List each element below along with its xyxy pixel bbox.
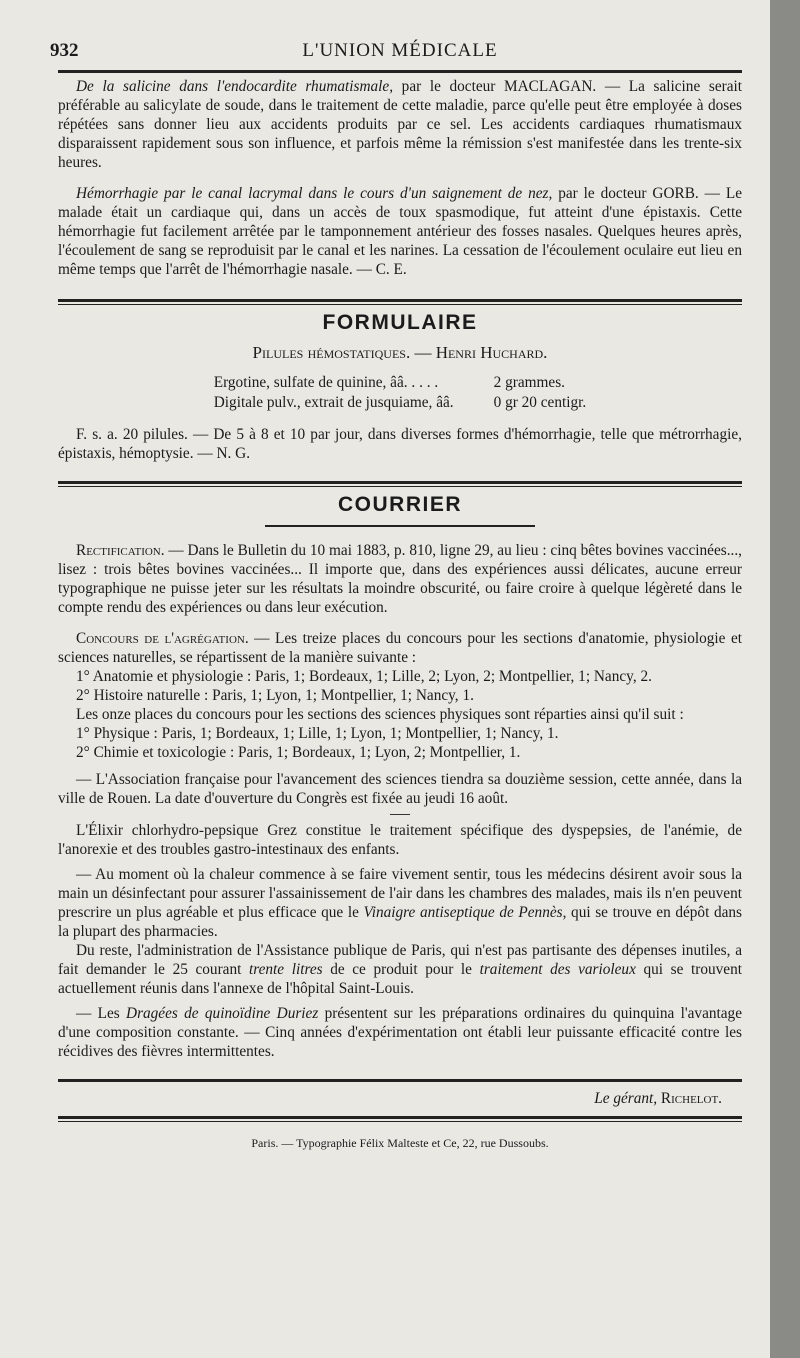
association-paragraph: — L'Association française pour l'avancement des sciences tiendra sa douzième session, cette année, dans la ville de Rouen. La date d'ouverture du Congrès est fixée au jeudi 16 août.	[58, 771, 742, 807]
courrier-rectification	[58, 541, 742, 617]
assistance-paragraph	[58, 941, 742, 998]
concours-line: 2° Chimie et toxicologie : Paris, 1; Bordeaux, 1; Lyon, 2; Montpellier, 1.	[76, 744, 521, 761]
assistance-text-mid: de ce produit pour le	[322, 961, 480, 978]
paragraph-separator	[390, 814, 410, 815]
dragees-text-end: présentent sur les préparations ordinaires du quinquina l'avantage d'une composition constante. — Cinq années d'expérimentation ont établi leur puissante efficacité contre les récidives des fièvres intermittentes.	[58, 1005, 742, 1060]
header-rule	[58, 70, 742, 73]
article-salicine-text: par le docteur MACLAGAN. — La salicine serait préférable au salicylate de soude, dans le traitement de cette maladie, parce qu'elle peut être employée à doses répétées sans donner lieu aux accidents produits par ce sel. Les accidents cardiaques rhumatismaux disparaissent rapidement sous son influence, et parfois même la rémission s'est manifestée dans les trente-six heures.	[58, 78, 742, 171]
dragees-text: — Les	[76, 1005, 127, 1022]
signature-rule	[58, 1079, 742, 1082]
concours-lead: Concours de l'agrégation.	[76, 630, 249, 647]
assistance-purpose: traitement des varioleux	[479, 961, 636, 978]
courrier-title: COURRIER	[337, 493, 462, 516]
formulaire-subtitle: Pilules hémostatiques. — Henri Huchard.	[252, 343, 548, 362]
formula-ingredient: Ergotine, sulfate de quinine, ââ. . . . .	[213, 374, 439, 391]
article-hemorrhagie-text: par le docteur GORB. — Le malade était un cardiaque qui, dans un accès de toux spasmodique, fut atteint d'une épistaxis. Cette hémorrhagie fut facilement arrêtée par le tamponnement antérieur des fosses nasales. Quelques heures après, l'écoulement de sang se reproduisit par le canal et les narines. La cessation de l'écoulement oculaire eut lieu en même temps que l'arrêt de l'hémorrhagie nasale. — C. E.	[58, 185, 743, 278]
article-salicine-title: De la salicine dans l'endocardite rhumatismale,	[76, 78, 394, 95]
vinaigre-paragraph	[58, 865, 742, 941]
dragees-product: Dragées de quinoïdine Duriez	[126, 1005, 319, 1022]
signature	[58, 1090, 722, 1108]
elixir-paragraph: L'Élixir chlorhydro-pepsique Grez constitue le traitement spécifique des dyspepsies, de l'anémie, de l'anorexie et des troubles gastro-intestinaux des enfants.	[58, 822, 742, 858]
formula-ingredient: Digitale pulv., extrait de jusquiame, ââ.	[213, 394, 454, 411]
vinaigre-text: — Au moment où la chaleur commence à se faire vivement sentir, tous les médecins désirent avoir sous la main un désinfectant pour assurer l'assainissement de l'air dans les chambres des malades, mais ils n'en peuvent prescrire un plus agréable et plus efficace que le	[58, 866, 742, 921]
courrier-concours	[58, 629, 742, 667]
concours-line: 1° Physique : Paris, 1; Bordeaux, 1; Lille, 1; Lyon, 1; Montpellier, 1; Nancy, 1.	[76, 725, 559, 742]
assistance-text: Du reste, l'administration de l'Assistance publique de Paris, qui n'est pas partisante des dépenses inutiles, a fait demander le 25 courant	[58, 942, 742, 978]
printer-imprint: Paris. — Typographie Félix Malteste et Ce, 22, rue Dussoubs.	[251, 1136, 549, 1150]
rectification-text: — Dans le Bulletin du 10 mai 1883, p. 810, ligne 29, au lieu : cinq bêtes bovines vaccinées..., lisez : trois bêtes bovines vaccinées... Il importe que, dans des expériences aussi délicates, aucune erreur typographique ne puisse jeter sur les résultats la moindre obscurité, ou faire croire à quelque légèreté dans le compte rendu des expériences ou dans leur exécution.	[58, 542, 742, 616]
footer-rule	[58, 1116, 742, 1122]
formula-quantity: 0 gr 20 centigr.	[493, 394, 587, 411]
running-title: L'UNION MÉDICALE	[302, 40, 498, 61]
formula-quantity: 2 grammes.	[493, 374, 565, 391]
formula-row	[204, 373, 596, 393]
dragees-paragraph	[58, 1004, 742, 1061]
concours-text: — Les treize places du concours pour les sections d'anatomie, physiologie et sciences naturelles, se répartissent de la manière suivante :	[58, 630, 742, 666]
concours-physiques: Les onze places du concours pour les sections des sciences physiques sont réparties ainsi qu'il suit :	[76, 706, 684, 723]
rectification-lead: Rectification.	[76, 542, 165, 559]
page-number: 932	[50, 40, 79, 61]
article-hemorrhagie-title: Hémorrhagie par le canal lacrymal dans le cours d'un saignement de nez,	[76, 185, 553, 202]
assistance-text-end: qui se trouvent actuellement réunis dans l'annexe de l'hôpital Saint-Louis.	[58, 961, 742, 997]
concours-line: 1° Anatomie et physiologie : Paris, 1; Bordeaux, 1; Lille, 2; Lyon, 2; Montpellier, 1; Nancy, 2.	[76, 668, 652, 685]
article-hemorrhagie	[58, 184, 742, 279]
formula-instructions: F. s. a. 20 pilules. — De 5 à 8 et 10 par jour, dans diverses formes d'hémorrhagie, telle que métrorrhagie, épistaxis, hémoptysie. — N. G.	[58, 426, 742, 462]
formula-row	[204, 393, 596, 413]
assistance-quantity: trente litres	[248, 961, 323, 978]
signature-name: Richelot.	[660, 1090, 722, 1107]
page-header	[50, 36, 742, 66]
formulaire-title: FORMULAIRE	[322, 311, 478, 334]
formula-table	[204, 373, 596, 413]
vinaigre-product: Vinaigre antiseptique de Pennès	[363, 904, 563, 921]
signature-label: Le gérant,	[594, 1090, 658, 1107]
vinaigre-text-end: , qui se trouve en dépôt dans la plupart des pharmacies.	[58, 904, 742, 940]
section-divider	[58, 299, 742, 305]
title-underline	[265, 525, 535, 527]
concours-line: 2° Histoire naturelle : Paris, 1; Lyon, 1; Montpellier, 1; Nancy, 1.	[76, 687, 474, 704]
section-divider	[58, 481, 742, 487]
article-salicine	[58, 77, 742, 172]
